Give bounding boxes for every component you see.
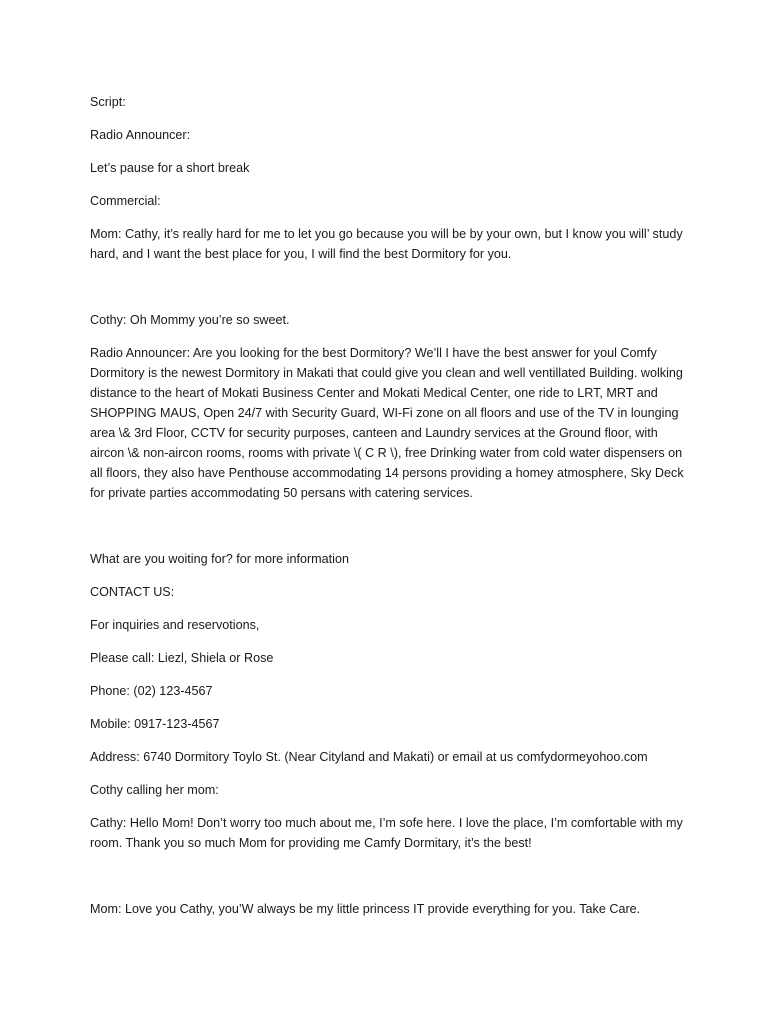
paragraph-gap (90, 516, 690, 549)
phone-line: Phone: (02) 123-4567 (90, 684, 213, 698)
mom-dialogue-2: Mom: Love you Cathy, you’W always be my little princess IT provide everything for you. Take Care. (90, 902, 641, 916)
announcer-ad-copy: Radio Announcer: Are you looking for the best Dormitory? We’ll I have the best answer for youl Comfy Dormitory is the newest Dormitory in Makati that could give you clean and well ventillated Building. wolking distance to the heart of Mokati Business Center and Mokati Medical Center, one ride to LRT, MRT and SHOPPING MAUS, Open 24/7 with Security Guard, WI-Fi zone on all floors and use of the TV in lounging area \& 3rd Floor, CCTV for security purposes, canteen and Laundry services at the Ground floor, with aircon \& non-aircon rooms, rooms with private \( C R \), free Drinking water from cold water dispensers on all floors, they also have Penthouse accommodating 14 persons providing a homey atmosphere, Sky Deck for private parties accommodating 50 persans with catering services. (90, 346, 684, 500)
scene-direction: Cothy calling her mom: (90, 783, 219, 797)
paragraph-gap (90, 277, 690, 310)
document-body (90, 92, 690, 932)
mom-dialogue-1: Mom: Cathy, it’s really hard for me to let you go because you will be by your own, but I know you will’ study hard, and I want the best place for you, I will find the best Dormitory for you. (90, 227, 683, 261)
inquiries-line: For inquiries and reservotions, (90, 618, 260, 632)
call-to-action: What are you woiting for? for more information (90, 552, 349, 566)
contact-names: Please call: Liezl, Shiela or Rose (90, 651, 274, 665)
radio-announcer-label: Radio Announcer: (90, 128, 191, 142)
break-line: Let’s pause for a short break (90, 161, 250, 175)
commercial-label: Commercial: (90, 194, 161, 208)
address-line: Address: 6740 Dormitory Toylo St. (Near Cityland and Makati) or email at us comfydormeyohoo.com (90, 750, 648, 764)
cathy-dialogue-2: Cathy: Hello Mom! Don’t worry too much about me, I’m sofe here. I love the place, I’m comfortable with my room. Thank you so much Mom for providing me Camfy Dormitary, it’s the best! (90, 816, 683, 850)
cathy-dialogue-1: Cothy: Oh Mommy you’re so sweet. (90, 313, 290, 327)
contact-heading: CONTACT US: (90, 585, 175, 599)
paragraph-gap (90, 866, 690, 899)
script-heading: Script: (90, 95, 126, 109)
mobile-line: Mobile: 0917-123-4567 (90, 717, 220, 731)
